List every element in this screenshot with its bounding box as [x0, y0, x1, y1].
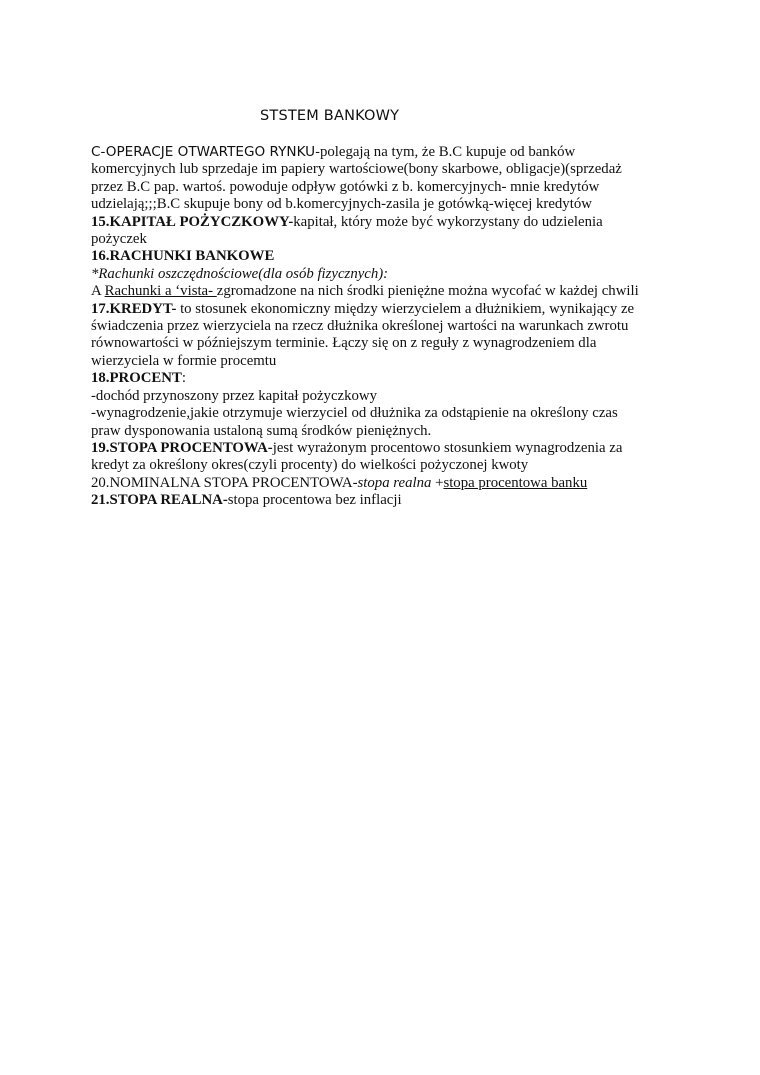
document-body — [91, 144, 681, 510]
paragraph-line: świadczenia przez wierzyciela na rzecz dłużnika określonej wartości na warunkach zwrotu — [91, 318, 629, 335]
heading-stopa-realna: 21.STOPA REALNA- — [91, 492, 228, 509]
paragraph-line — [91, 214, 681, 231]
document-title: STSTEM BANKOWY — [260, 108, 400, 124]
paragraph-line: pożyczek — [91, 231, 147, 248]
text-span: : — [181, 370, 186, 387]
italic-term: stopa realna — [357, 474, 436, 491]
heading-nominalna: 20.NOMINALNA STOPA PROCENTOWA- — [91, 474, 358, 491]
heading-rachunki: 16.RACHUNKI BANKOWE — [91, 248, 275, 265]
heading-operacje: C-OPERACJE OTWARTEGO RYNKU- — [91, 144, 320, 160]
paragraph-line: -wynagrodzenie,jakie otrzymuje wierzyciel od dłużnika za odstąpienie na określony czas — [91, 405, 618, 422]
paragraph-line — [91, 492, 681, 509]
paragraph-line — [91, 370, 681, 387]
paragraph-line: -dochód przynoszony przez kapitał pożyczkowy — [91, 387, 377, 404]
paragraph-line — [91, 144, 681, 161]
paragraph-line — [91, 283, 681, 300]
text-span: stopa procentowa bez inflacji — [227, 492, 402, 509]
paragraph-line: przez B.C pap. wartoś. powoduje odpływ gotówki z b. komercyjnych- mnie kredytów — [91, 178, 600, 195]
text-span: polegają na tym, że B.C kupuje od banków — [319, 144, 576, 160]
paragraph-line: wierzyciela w formie procemtu — [91, 352, 277, 369]
heading-kapital: 15.KAPITAŁ POŻYCZKOWY- — [91, 213, 294, 230]
paragraph-line: kredyt za określony okres(czyli procenty) do wielkości pożyczonej kwoty — [91, 457, 529, 474]
paragraph-line: równowartości w późniejszym terminie. Łączy się on z reguły z wynagrodzeniem dla — [91, 335, 597, 352]
paragraph-line: praw dysponowania ustaloną sumą środków pieniężnych. — [91, 422, 432, 439]
text-span: zgromadzone na nich środki pieniężne można wycofać w każdej chwili — [216, 283, 639, 300]
paragraph-line: udzielają;;;B.C skupuje bony od b.komercyjnych-zasila je gotówką-więcej kredytów — [91, 196, 592, 213]
text-span: kapitał, który może być wykorzystany do udzielenia — [293, 213, 603, 230]
paragraph-line: komercyjnych lub sprzedaje im papiery wartościowe(bony skarbowe, obligacje)(sprzedaż — [91, 161, 622, 178]
heading-procent: 18.PROCENT — [91, 370, 182, 387]
paragraph-line — [91, 301, 681, 318]
text-span: + — [435, 474, 444, 491]
text-span: to stosunek ekonomiczny między wierzycielem a dłużnikiem, wynikający ze — [176, 300, 635, 317]
text-span: A — [91, 283, 105, 300]
subheading-oszczednosciowe: *Rachunki oszczędnościowe(dla osób fizycznych): — [91, 265, 389, 282]
heading-stopa-procentowa: 19.STOPA PROCENTOWA- — [91, 439, 273, 456]
heading-kredyt: 17.KREDYT- — [91, 300, 177, 317]
text-span: jest wyrażonym procentowo stosunkiem wynagrodzenia za — [272, 439, 623, 456]
paragraph-line — [91, 475, 681, 492]
paragraph-line — [91, 440, 681, 457]
underlined-term: Rachunki a ‘vista- — [104, 283, 217, 300]
underlined-term: stopa procentowa banku — [443, 474, 588, 491]
